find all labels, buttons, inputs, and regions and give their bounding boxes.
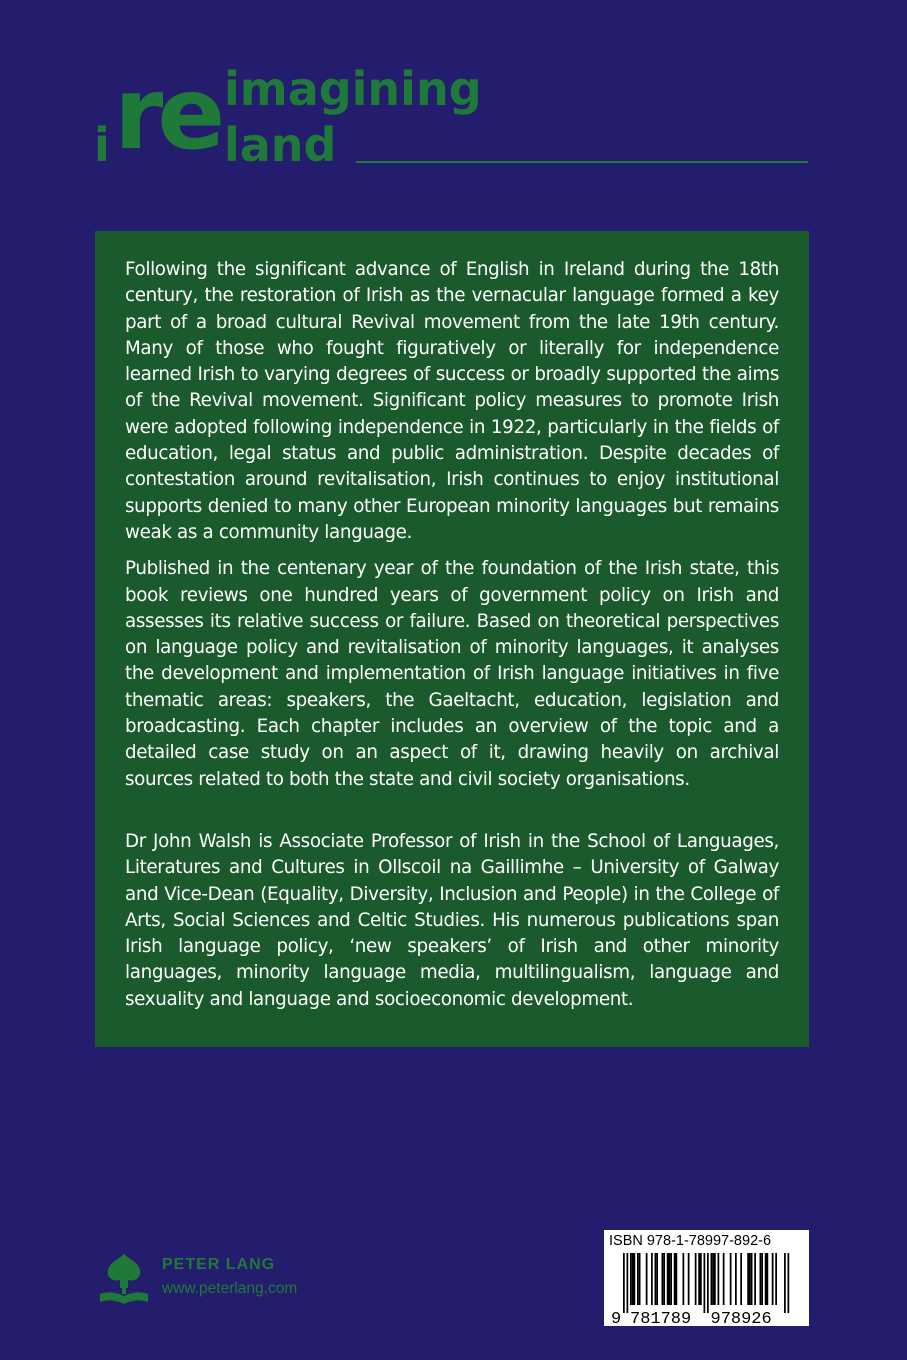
barcode-bar <box>695 1253 697 1305</box>
barcode-bar <box>723 1253 725 1305</box>
barcode-bar <box>698 1253 700 1305</box>
barcode-bar <box>767 1253 769 1305</box>
barcode-bar <box>676 1253 678 1305</box>
publisher-logo <box>96 1252 396 1312</box>
barcode <box>609 1253 804 1325</box>
blurb-box <box>95 231 809 1047</box>
barcode-bar <box>669 1253 671 1305</box>
publisher-name: PETER LANG <box>162 1256 276 1273</box>
barcode-bar <box>630 1253 632 1305</box>
barcode-bar <box>670 1253 672 1305</box>
series-logo <box>90 55 810 172</box>
barcode-digit-lead: 9 <box>611 1310 622 1325</box>
blurb-paragraph-1: Following the significant advance of English in Ireland during the 18th century, the restoration of Irish as the vernacular language formed a key part of a broad cultural Revival movement from the late 19th century. Many of those who fought figuratively or literally for independence learned Irish to varying degrees of success or broadly supported the aims of the Revival movement. Significant policy measures to promote Irish were adopted following independence in 1922, particularly in the fields of education, legal status and public administration. Despite decades of contestation around revitalisation, Irish continues to enjoy institutional supports denied to many other European minority languages but remains weak as a community language. <box>125 259 779 543</box>
author-bio: Dr John Walsh is Associate Professor of Irish in the School of Languages, Literatures and Cultures in Ollscoil na Gaillimhe – University of Galway and Vice-Dean (Equality, Diversity, Inclusion and People) in the College of Arts, Social Sciences and Celtic Studies. His numerous publications span Irish language policy, ‘new speakers’ of Irish and other minority languages, minority language media, multilingualism, language and sexuality and language and socioeconomic development. <box>125 830 779 1010</box>
barcode-bar <box>714 1253 716 1305</box>
barcode-bar <box>656 1253 658 1305</box>
barcode-bar <box>740 1253 742 1305</box>
barcode-bar <box>784 1253 786 1313</box>
barcode-bar <box>711 1253 713 1305</box>
barcode-bar <box>765 1253 767 1305</box>
barcode-bar <box>688 1253 690 1305</box>
logo-letter-i: i <box>94 118 110 172</box>
barcode-bar <box>623 1253 625 1313</box>
barcode-bar <box>700 1253 702 1305</box>
barcode-bar <box>651 1253 653 1305</box>
publisher-url: www.peterlang.com <box>162 1280 298 1297</box>
logo-imagining: imagining <box>224 62 482 116</box>
barcode-bar <box>760 1253 762 1305</box>
logo-re: re <box>114 55 220 172</box>
barcode-bar <box>667 1253 669 1305</box>
barcode-digits-right: 978926 <box>710 1310 772 1325</box>
barcode-bar <box>772 1253 774 1305</box>
barcode-bar <box>751 1253 753 1305</box>
barcode-bar <box>632 1253 634 1305</box>
barcode-bar <box>639 1253 641 1305</box>
barcode-bar <box>662 1253 664 1305</box>
isbn-barcode-box <box>604 1230 809 1326</box>
barcode-bar <box>718 1253 720 1305</box>
barcode-bar <box>712 1253 714 1305</box>
blurb-paragraph-2: Published in the centenary year of the foundation of the Irish state, this book reviews one hundred years of government policy on Irish and assesses its relative success or failure. Based on theoretical perspectives on language policy and revitalisation of minority languages, it analyses the development and implementation of Irish language initiatives in five thematic areas: speakers, the Gaeltacht, education, legislation and broadcasting. Each chapter includes an overview of the topic and a detailed case study on an aspect of it, drawing heavily on archival sources related to both the state and civil society organisations. <box>125 558 779 790</box>
tree-on-book-icon <box>96 1252 152 1308</box>
barcode-bar <box>788 1253 790 1313</box>
barcode-bar <box>747 1253 749 1305</box>
barcode-bar <box>735 1253 737 1305</box>
barcode-bar <box>775 1253 777 1305</box>
barcode-bar <box>663 1253 665 1305</box>
barcode-bar <box>655 1253 657 1305</box>
barcode-bar <box>674 1253 676 1305</box>
barcode-bar <box>749 1253 751 1305</box>
barcode-bar <box>707 1253 709 1313</box>
barcode-bar <box>704 1253 706 1313</box>
barcode-bar <box>637 1253 639 1305</box>
barcode-digits-left: 781789 <box>630 1310 692 1325</box>
barcode-bar <box>730 1253 732 1305</box>
barcode-bar <box>627 1253 629 1313</box>
barcode-bar <box>683 1253 685 1305</box>
barcode-bar <box>761 1253 763 1305</box>
logo-land: land <box>224 118 337 172</box>
logo-rule <box>356 161 808 163</box>
barcode-bar <box>646 1253 648 1305</box>
isbn-label: ISBN 978-1-78997-892-6 <box>609 1233 772 1249</box>
barcode-bar <box>634 1253 636 1305</box>
barcode-bar <box>754 1253 756 1305</box>
